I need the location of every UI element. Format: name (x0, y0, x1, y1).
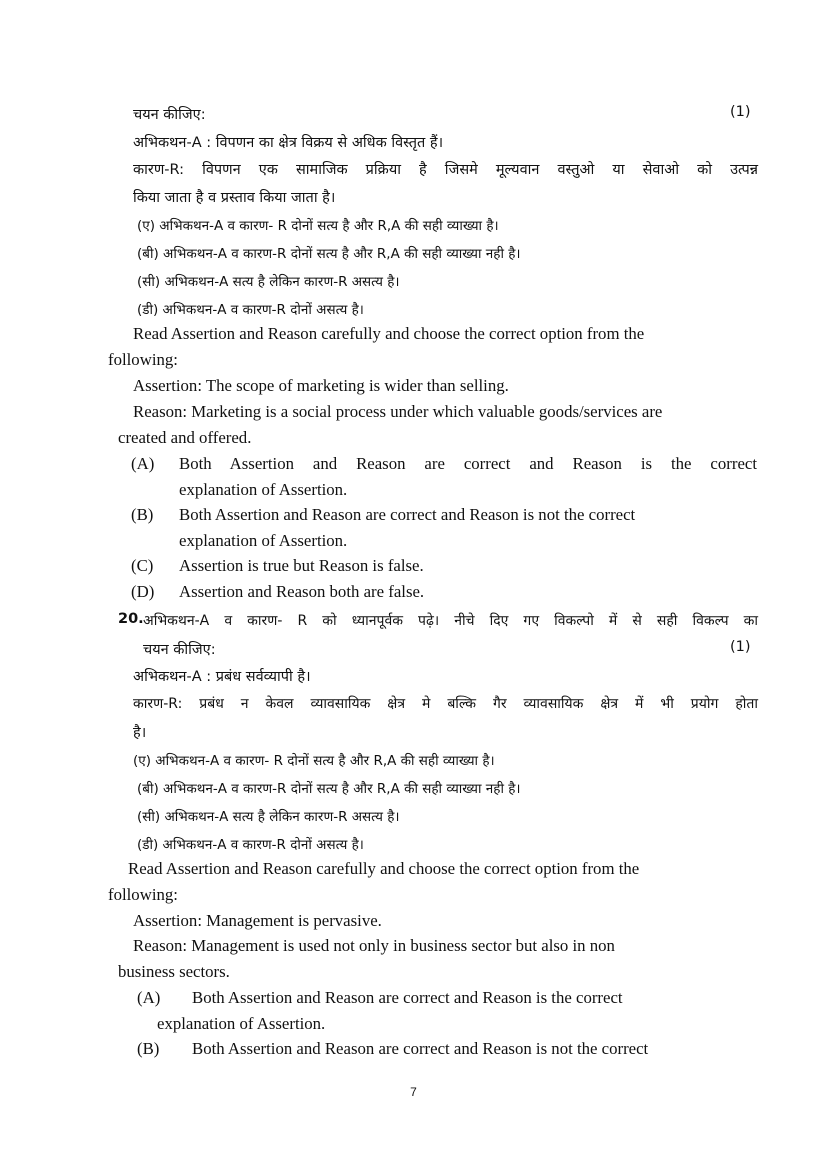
q20-option-b-line1: Both Assertion and Reason are correct and Reason is not the correct (192, 1039, 649, 1058)
q20-option-a-line2: explanation of Assertion. (157, 1014, 326, 1033)
q20-number: 20. (118, 611, 144, 627)
q19-option-hindi-a: (ए) अभिकथन-A व कारण- R दोनों सत्य है और R,A की सही व्याख्या है। (137, 218, 499, 234)
q19-hindi-continuation: चयन कीजिए: (133, 107, 206, 123)
q20-assertion-hindi: अभिकथन-A : प्रबंध सर्वव्यापी है। (133, 669, 311, 685)
q19-option-b-line1: Both Assertion and Reason are correct and Reason is not the correct (179, 505, 636, 524)
q19-instruction-line2: following: (108, 350, 178, 369)
q19-marks: (1) (730, 104, 751, 120)
q20-option-label-b: (B) (137, 1039, 160, 1058)
q20-option-label-a: (A) (137, 988, 161, 1007)
q19-reason-english-line1: Reason: Marketing is a social process under which valuable goods/services are (133, 402, 663, 421)
q19-option-hindi-b: (बी) अभिकथन-A व कारण-R दोनों सत्य है और R,A की सही व्याख्या नही है। (137, 246, 521, 262)
q19-option-label-a: (A) (131, 454, 155, 473)
q20-reason-hindi-line2: है। (133, 725, 147, 741)
q19-option-c-line1: Assertion is true but Reason is false. (179, 556, 424, 575)
q20-instruction-line2: following: (108, 885, 178, 904)
q19-option-a-line1: Both Assertion and Reason are correct and Reason is the correct (179, 454, 757, 473)
q19-option-a-line2: explanation of Assertion. (179, 480, 348, 499)
q20-option-hindi-b: (बी) अभिकथन-A व कारण-R दोनों सत्य है और R,A की सही व्याख्या नही है। (137, 781, 521, 797)
page-number: 7 (410, 1085, 417, 1099)
q19-assertion-english: Assertion: The scope of marketing is wider than selling. (133, 376, 509, 395)
q20-reason-english-line1: Reason: Management is used not only in business sector but also in non (133, 936, 615, 955)
q20-hindi-line2: चयन कीजिए: (143, 642, 216, 658)
q20-hindi-line1: अभिकथन-A व कारण- R को ध्यानपूर्वक पढ़े। नीचे दिए गए विकल्पो में से सही विकल्प का (143, 613, 758, 629)
q20-marks: (1) (730, 639, 751, 655)
q20-reason-hindi-line1: कारण-R: प्रबंध न केवल व्यावसायिक क्षेत्र मे बल्कि गैर व्यावसायिक क्षेत्र में भी प्रयोग होता (133, 696, 758, 712)
q19-instruction-line1: Read Assertion and Reason carefully and choose the correct option from the (133, 324, 645, 343)
q19-reason-hindi-line2: किया जाता है व प्रस्ताव किया जाता है। (133, 190, 336, 206)
q20-option-a-line1: Both Assertion and Reason are correct and Reason is the correct (192, 988, 623, 1007)
q19-option-b-line2: explanation of Assertion. (179, 531, 348, 550)
q19-assertion-hindi: अभिकथन-A : विपणन का क्षेत्र विक्रय से अधिक विस्तृत हैं। (133, 135, 444, 151)
q19-option-label-d: (D) (131, 582, 155, 601)
q20-assertion-english: Assertion: Management is pervasive. (133, 911, 382, 930)
q20-option-hindi-c: (सी) अभिकथन-A सत्य है लेकिन कारण-R असत्य है। (137, 809, 400, 825)
q20-option-hindi-a: (ए) अभिकथन-A व कारण- R दोनों सत्य है और R,A की सही व्याख्या है। (133, 753, 495, 769)
q20-option-hindi-d: (डी) अभिकथन-A व कारण-R दोनों असत्य है। (137, 837, 364, 853)
q19-option-d-line1: Assertion and Reason both are false. (179, 582, 425, 601)
q19-reason-english-line2: created and offered. (118, 428, 252, 447)
q19-reason-hindi-line1: कारण-R: विपणन एक सामाजिक प्रक्रिया है जिसमे मूल्यवान वस्तुओ या सेवाओ को उत्पन्न (133, 162, 758, 178)
q20-instruction-line1: Read Assertion and Reason carefully and choose the correct option from the (128, 859, 640, 878)
q19-option-label-c: (C) (131, 556, 154, 575)
q19-option-hindi-d: (डी) अभिकथन-A व कारण-R दोनों असत्य है। (137, 302, 364, 318)
q19-option-hindi-c: (सी) अभिकथन-A सत्य है लेकिन कारण-R असत्य है। (137, 274, 400, 290)
q20-reason-english-line2: business sectors. (118, 962, 230, 981)
q19-option-label-b: (B) (131, 505, 154, 524)
